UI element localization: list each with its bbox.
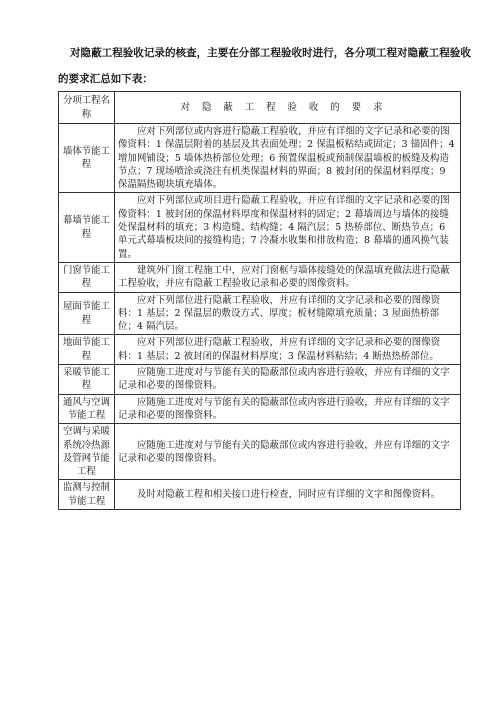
row-name-cell: 屋面节能工程 <box>59 292 115 335</box>
acceptance-requirements-table <box>58 91 461 510</box>
row-name-cell: 通风与空调节能工程 <box>59 394 115 424</box>
row-requirement-cell: 应随施工进度对与节能有关的隐蔽部位或内容进行验收，并应有详细的文字记录和必要的图像资料。 <box>115 365 461 395</box>
row-requirement-cell: 应随施工进度对与节能有关的隐蔽部位或内容进行验收，并应有详细的文字记录和必要的图像资料。 <box>115 394 461 424</box>
table-row <box>59 262 461 292</box>
header-requirement-cell: 对隐蔽工程验收的要求 <box>115 92 461 124</box>
table-row <box>59 292 461 335</box>
table-row <box>59 394 461 424</box>
table-row <box>59 193 461 262</box>
table-row <box>59 124 461 193</box>
row-requirement-cell: 应对下列部位或项目进行隐蔽工程验收，并应有详细的文字记录和必要的图像资料：1 被封闭的保温材料厚度和保温材料的固定；2 幕墙周边与墙体的接缝处保温材料的填充；3 构造缝、结构缝；4 隔汽层；5 热桥部位、断热节点；6 单元式幕墙板块间的接缝构造；7 冷凝水收集和排放构造；8 幕墙的通风换气装置。 <box>115 193 461 262</box>
row-requirement-cell: 应随施工进度对与节能有关的隐蔽部位或内容进行验收，并应有详细的文字记录和必要的图像资料。 <box>115 424 461 480</box>
table-header-row <box>59 92 461 124</box>
table-row <box>59 480 461 510</box>
table-row <box>59 424 461 480</box>
row-name-cell: 门窗节能工程 <box>59 262 115 292</box>
row-requirement-cell: 应对下列部位或内容进行隐蔽工程验收，并应有详细的文字记录和必要的图像资料：1 保温层附着的基层及其表面处理；2 保温板粘结或固定；3 锚固件；4 增加网铺设；5 墙体热桥部位处理；6 预置保温板或预制保温墙板的板缝及构造节点；7 现场喷涂或浇注有机类保温材料的界面；8 被封闭的保温材料厚度；9 保温隔热砌块填充墙体。 <box>115 124 461 193</box>
row-requirement-cell: 建筑外门窗工程施工中，应对门窗框与墙体接缝处的保温填充做法进行隐蔽工程验收，并应有隐蔽工程验收记录和必要的图像资料。 <box>115 262 461 292</box>
row-name-cell: 监测与控制节能工程 <box>59 480 115 510</box>
intro-paragraph: 对隐蔽工程验收记录的核查，主要在分部工程验收时进行，各分项工程对隐蔽工程验收的要求汇总如下表： <box>58 47 471 85</box>
row-name-cell: 空调与采暖系统冷热源及管网节能工程 <box>59 424 115 480</box>
row-requirement-cell: 应对下列部位进行隐蔽工程验收，并应有详细的文字记录和必要的图像资料：1 基层；2 保温层的敷设方式、厚度；板材缝隙填充质量；3 屋面热桥部位；4 隔汽层。 <box>115 292 461 335</box>
table-row <box>59 335 461 365</box>
row-requirement-cell: 及时对隐蔽工程和相关接口进行检查，同时应有详细的文字和图像资料。 <box>115 480 461 510</box>
row-name-cell: 地面节能工程 <box>59 335 115 365</box>
header-name-cell: 分项工程名称 <box>59 92 115 124</box>
row-requirement-cell: 应对下列部位进行隐蔽工程验收，并应有详细的文字记录和必要的图像资料：1 基层；2 被封闭的保温材料厚度；3 保温材料粘结；4 断热热桥部位。 <box>115 335 461 365</box>
row-name-cell: 墙体节能工程 <box>59 124 115 193</box>
row-name-cell: 采暖节能工程 <box>59 365 115 395</box>
row-name-cell: 幕墙节能工程 <box>59 193 115 262</box>
table-row <box>59 365 461 395</box>
